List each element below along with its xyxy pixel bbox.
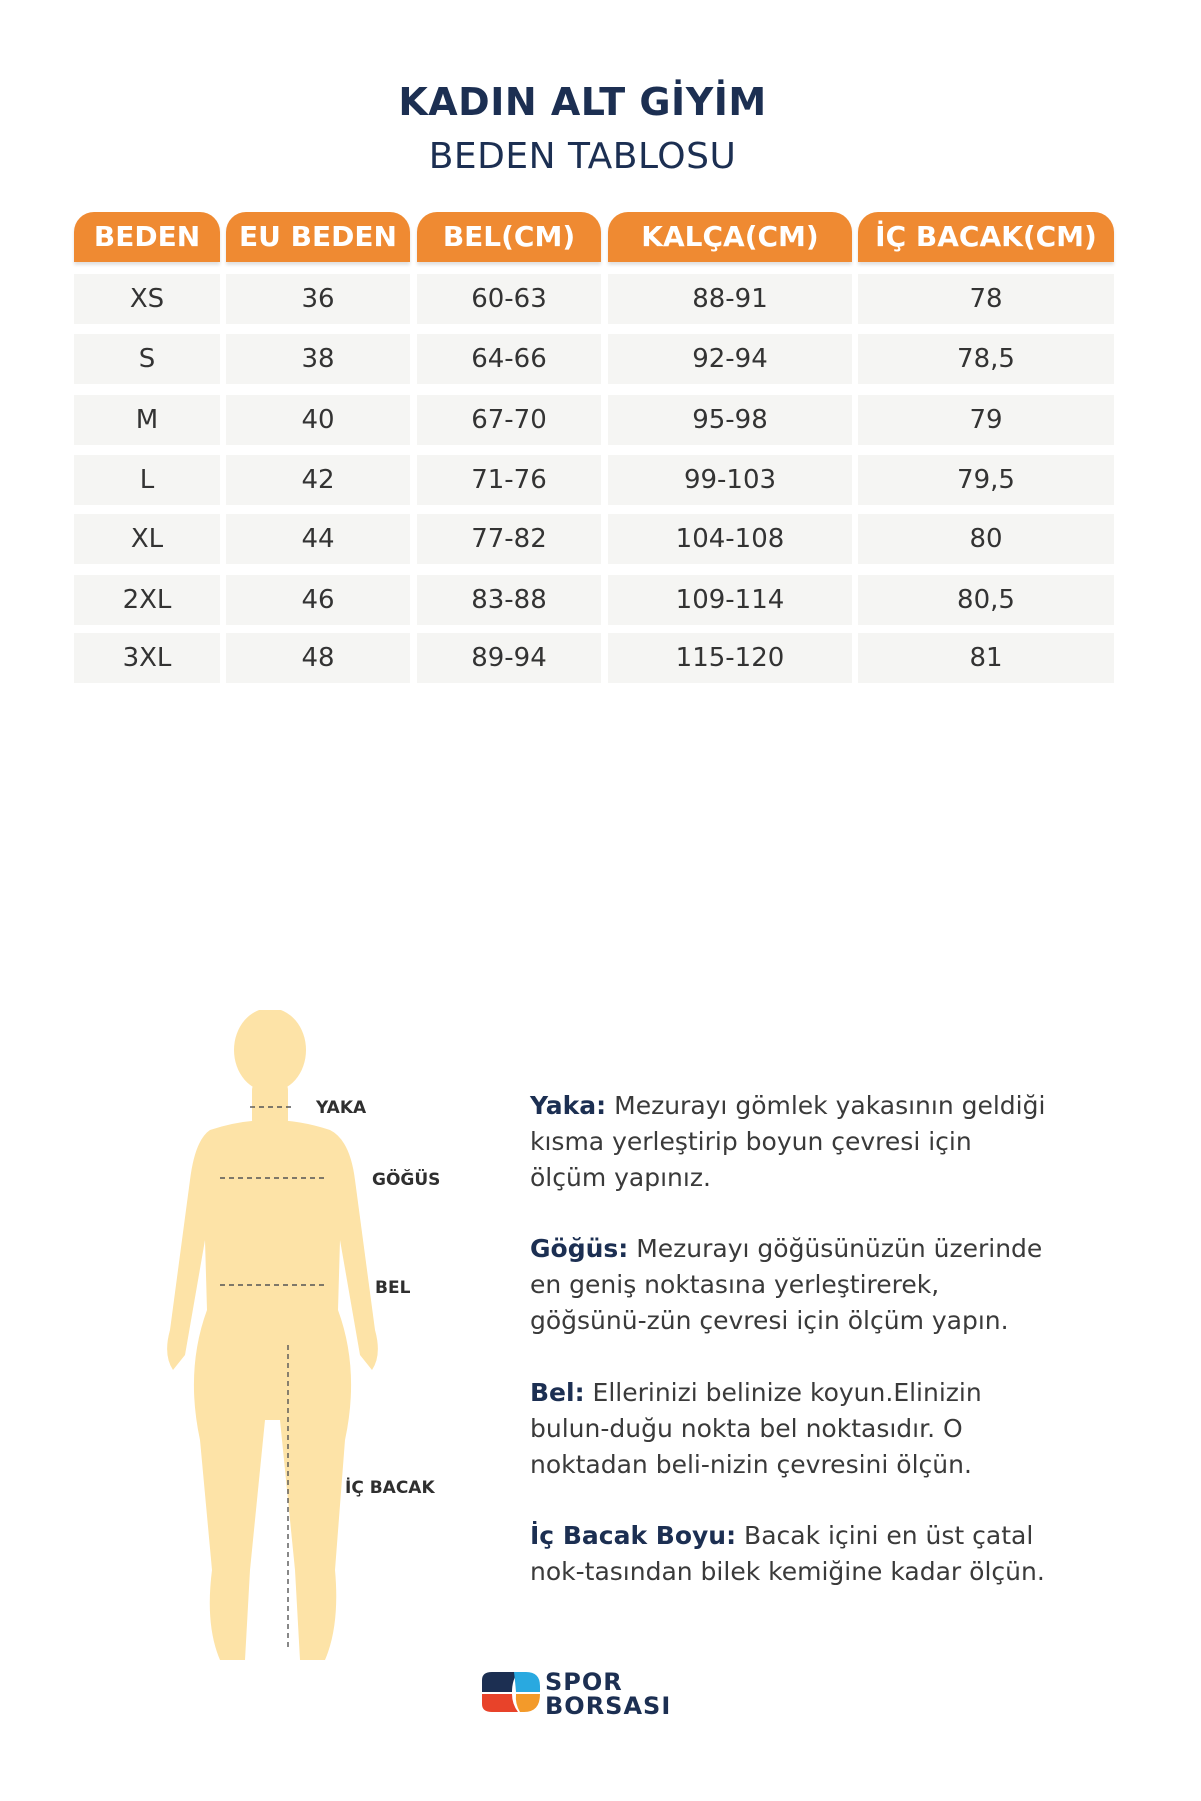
cell-eu-beden: 42: [226, 455, 410, 505]
desc-gogus: Göğüs: Mezurayı göğüsünüzün üzerinde en geniş noktasına yerleştirerek, göğsünü-zün çevresi için ölçüm yapın.: [530, 1234, 1043, 1335]
cell-eu-beden: 36: [226, 274, 410, 324]
header-kalca: KALÇA(CM): [608, 212, 852, 262]
page-subtitle: BEDEN TABLOSU: [428, 136, 737, 177]
logo-line1: SPOR: [545, 1668, 623, 1696]
cell-ic-bacak: 80,5: [858, 575, 1114, 625]
cell-bel: 77-82: [417, 514, 601, 564]
cell-beden: S: [74, 334, 220, 384]
cell-eu-beden: 48: [226, 633, 410, 683]
cell-bel: 71-76: [417, 455, 601, 505]
cell-eu-beden: 46: [226, 575, 410, 625]
cell-beden: XS: [74, 274, 220, 324]
cell-kalca: 104-108: [608, 514, 852, 564]
header-eu-beden: EU BEDEN: [226, 212, 410, 262]
cell-bel: 60-63: [417, 274, 601, 324]
cell-bel: 83-88: [417, 575, 601, 625]
desc-bel: Bel: Ellerinizi belinize koyun.Elinizin bulun-duğu nokta bel noktasıdır. O noktadan beli-nizin çevresini ölçün.: [530, 1378, 982, 1479]
cell-kalca: 88-91: [608, 274, 852, 324]
label-yaka: YAKA: [316, 1098, 367, 1118]
desc-yaka: Yaka: Mezurayı gömlek yakasının geldiği kısma yerleştirip boyun çevresi için ölçüm yapınız.: [530, 1091, 1046, 1192]
cell-kalca: 92-94: [608, 334, 852, 384]
cell-kalca: 99-103: [608, 455, 852, 505]
cell-kalca: 95-98: [608, 395, 852, 445]
label-gogus: GÖĞÜS: [372, 1170, 441, 1190]
cell-kalca: 115-120: [608, 633, 852, 683]
logo-line2: BORSASI: [545, 1692, 672, 1720]
cell-bel: 67-70: [417, 395, 601, 445]
label-bel: BEL: [375, 1278, 411, 1298]
spor-borsasi-logo-icon: [482, 1670, 542, 1714]
header-ic-bacak: İÇ BACAK(CM): [858, 212, 1114, 262]
cell-bel: 64-66: [417, 334, 601, 384]
cell-ic-bacak: 79: [858, 395, 1114, 445]
cell-ic-bacak: 81: [858, 633, 1114, 683]
cell-eu-beden: 40: [226, 395, 410, 445]
cell-kalca: 109-114: [608, 575, 852, 625]
header-beden: BEDEN: [74, 212, 220, 262]
cell-ic-bacak: 80: [858, 514, 1114, 564]
desc-ic-bacak: İç Bacak Boyu: Bacak içini en üst çatal nok-tasından bilek kemiğine kadar ölçün.: [530, 1521, 1045, 1586]
cell-beden: L: [74, 455, 220, 505]
cell-eu-beden: 44: [226, 514, 410, 564]
cell-ic-bacak: 78: [858, 274, 1114, 324]
cell-eu-beden: 38: [226, 334, 410, 384]
cell-bel: 89-94: [417, 633, 601, 683]
cell-ic-bacak: 78,5: [858, 334, 1114, 384]
label-ic-bacak: İÇ BACAK: [345, 1478, 435, 1498]
cell-beden: M: [74, 395, 220, 445]
cell-ic-bacak: 79,5: [858, 455, 1114, 505]
cell-beden: 2XL: [74, 575, 220, 625]
header-bel: BEL(CM): [417, 212, 601, 262]
page-title: KADIN ALT GİYİM: [398, 80, 767, 124]
cell-beden: 3XL: [74, 633, 220, 683]
cell-beden: XL: [74, 514, 220, 564]
